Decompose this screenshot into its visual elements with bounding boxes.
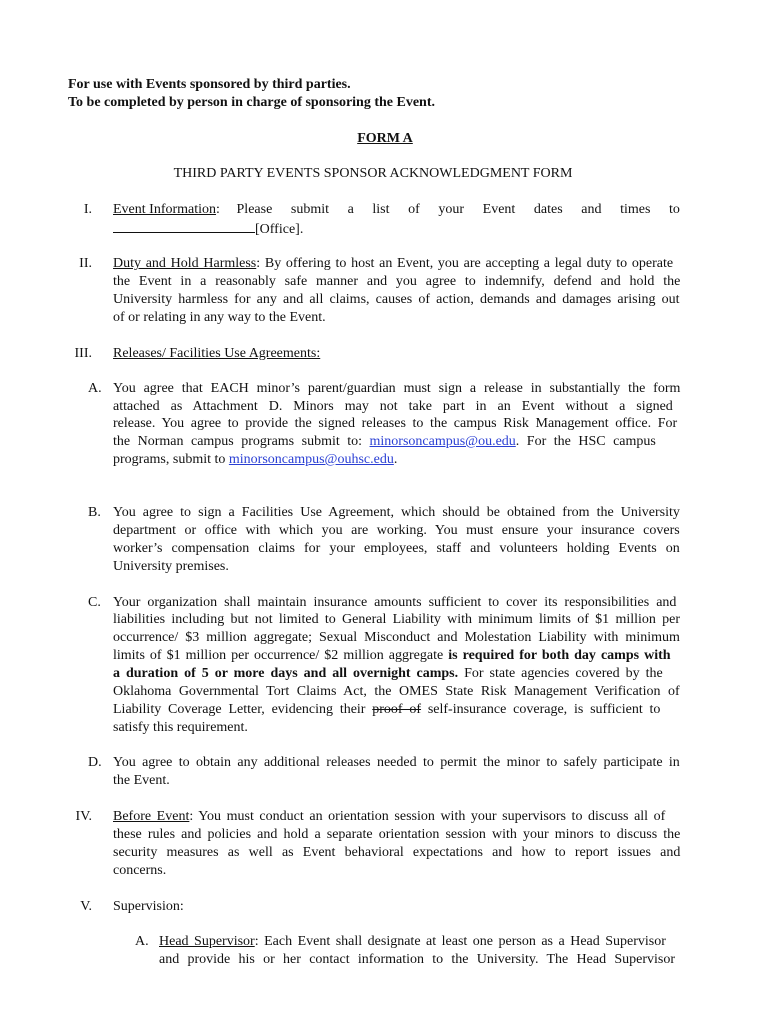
item-3c-line-2: liabilities including but not limited to General Liability with minimum limits of $1 million per — [113, 612, 681, 627]
item-3b-line-3: worker’s compensation claims for your employees, staff and volunteers holding Events on — [113, 541, 680, 556]
item-3a-line-3: release. You agree to provide the signed releases to the campus Risk Management office. For — [113, 416, 678, 431]
item-3b-letter: B. — [88, 505, 101, 520]
norman-email-link[interactable]: minorsoncampus@ou.edu — [369, 434, 516, 449]
section-2-text-1: : By offering to host an Event, you are accepting a legal duty to operate — [256, 256, 674, 271]
item-3b-line-2: department or office with which you are working. You must ensure your insurance covers — [113, 523, 680, 538]
section-4-number: IV. — [75, 809, 92, 824]
item-5a-heading: Head Supervisor — [159, 934, 255, 949]
item-3c-text-5b: For state agencies covered by the — [458, 666, 663, 681]
item-3c-bold-5a: a duration of 5 or more days and all overnight camps. — [113, 666, 459, 681]
office-blank — [113, 220, 255, 233]
item-3a-line-5 — [113, 452, 397, 468]
item-3c-bold-4b: is required for both day camps with — [448, 648, 671, 663]
item-3c-line-4 — [113, 648, 671, 664]
section-4-line-3: security measures as well as Event behavioral expectations and how to report issues and — [113, 845, 681, 860]
section-2-number: II. — [79, 256, 92, 271]
section-1-heading: Event Information — [113, 202, 217, 217]
item-3c-text-7a: Liability Coverage Letter, evidencing their — [113, 702, 373, 717]
section-2-line-2: the Event in a reasonably safe manner and you agree to indemnify, defend and hold the — [113, 274, 681, 289]
item-3b-line-1: You agree to sign a Facilities Use Agreement, which should be obtained from the University — [113, 505, 680, 520]
item-3c-letter: C. — [88, 595, 101, 610]
item-3a-text-5a: programs, submit to — [113, 452, 229, 467]
hsc-email-link[interactable]: minorsoncampus@ouhsc.edu — [228, 452, 394, 467]
section-2-line-3: University harmless for any and all claims, causes of action, demands and damages arising out — [113, 292, 680, 307]
item-3c-line-1: Your organization shall maintain insurance amounts sufficient to cover its responsibilities and — [113, 595, 677, 610]
section-2-line-4: of or relating in any way to the Event. — [113, 310, 326, 325]
section-4-line-4: concerns. — [113, 863, 167, 878]
item-3a-text-5b: . — [393, 452, 398, 467]
section-4-text-1: : You must conduct an orientation session with your supervisors to discuss all of — [189, 809, 666, 824]
section-4-line-2: these rules and policies and hold a separate orientation session with your minors to discuss the — [113, 827, 681, 842]
item-5a-line-2: and provide his or her contact information to the University. The Head Supervisor — [159, 952, 676, 967]
section-3-number: III. — [74, 346, 92, 361]
section-3-heading: Releases/ Facilities Use Agreements: — [113, 346, 321, 361]
item-3a-letter: A. — [88, 381, 102, 396]
section-2-heading: Duty and Hold Harmless — [113, 256, 257, 271]
section-1-office: [Office]. — [255, 222, 304, 237]
item-3d-line-2: the Event. — [113, 773, 170, 788]
item-5a-letter: A. — [135, 934, 149, 949]
section-1-text: : Please submit a list of your Event dates and times to — [216, 202, 680, 217]
section-1-line-2 — [113, 220, 303, 238]
section-4-line-1 — [113, 809, 665, 825]
item-3c-strike: proof of — [372, 702, 422, 717]
item-3a-line-4 — [113, 434, 656, 450]
item-3c-text-7b: self-insurance coverage, is sufficient to — [421, 702, 661, 717]
section-2-line-1 — [113, 256, 673, 272]
item-3c-line-8: satisfy this requirement. — [113, 720, 248, 735]
item-3c-line-7 — [113, 702, 660, 718]
item-3c-line-5 — [113, 666, 663, 682]
intro-line-2: To be completed by person in charge of sponsoring the Event. — [68, 95, 436, 110]
item-3d-letter: D. — [88, 755, 102, 770]
item-3a-text-4b: . For the HSC campus — [515, 434, 656, 449]
item-3c-line-6: Oklahoma Governmental Tort Claims Act, the OMES State Risk Management Verification of — [113, 684, 680, 699]
section-1-line-1 — [113, 202, 680, 218]
item-3a-line-1: You agree that EACH minor’s parent/guardian must sign a release in substantially the form — [113, 381, 681, 396]
form-label: FORM A — [357, 131, 413, 146]
item-3c-text-4a: limits of $1 million per occurrence/ $2 million aggregate — [113, 648, 449, 663]
item-5a-text-1: : Each Event shall designate at least one person as a Head Supervisor — [254, 934, 666, 949]
item-3a-line-2: attached as Attachment D. Minors may not take part in an Event without a signed — [113, 399, 673, 414]
item-5a-line-1 — [159, 934, 666, 950]
section-5-number: V. — [80, 899, 92, 914]
item-3a-text-4a: the Norman campus programs submit to: — [113, 434, 370, 449]
item-3d-line-1: You agree to obtain any additional releases needed to permit the minor to safely participate in — [113, 755, 680, 770]
form-title: THIRD PARTY EVENTS SPONSOR ACKNOWLEDGMENT FORM — [173, 166, 573, 181]
section-1-number: I. — [83, 202, 92, 217]
item-3b-line-4: University premises. — [113, 559, 229, 574]
intro-line-1: For use with Events sponsored by third parties. — [68, 77, 351, 92]
item-3c-line-3: occurrence/ $3 million aggregate; Sexual Misconduct and Molestation Liability with minimum — [113, 630, 680, 645]
section-4-heading: Before Event — [113, 809, 190, 824]
section-5-heading: Supervision: — [113, 899, 184, 914]
